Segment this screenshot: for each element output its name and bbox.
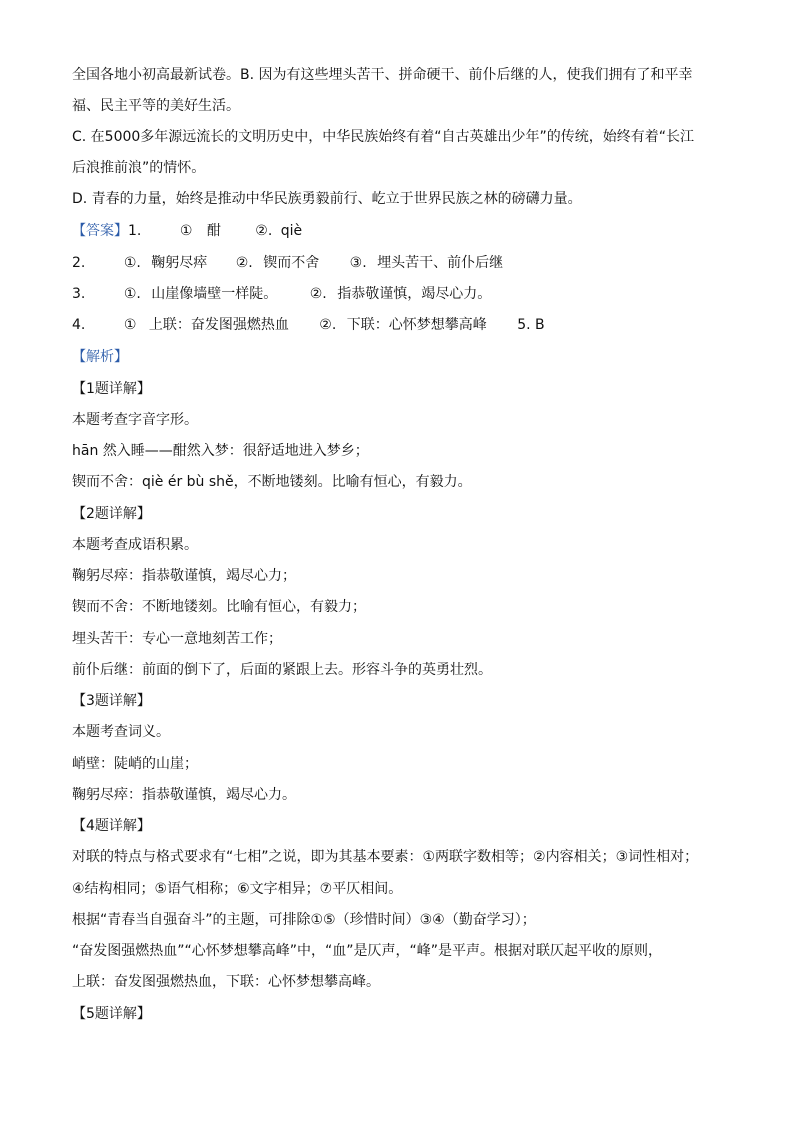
section-heading: 【1题详解】 [72,381,151,397]
text-line: 后浪推前浪”的情怀。 [72,160,206,176]
answer-text: 5. B [517,317,545,333]
section-heading: 【3题详解】 [72,693,151,709]
answer-num: 3. [72,286,86,302]
answer-marker: ① [179,223,193,239]
answer-text: 下联：心怀梦想攀高峰 [346,317,487,333]
answer-num: 4. [72,317,86,333]
text-line: 对联的特点与格式要求有“七相”之说，即为其基本要素：①两联字数相等；②内容相关；③词性相对； [72,849,699,865]
answer-num: 1. [128,223,142,239]
answer-marker: ②. [235,255,253,271]
answer-text: 山崖像墙壁一样陡。 [151,286,278,302]
text-line: 鞠躬尽瘁：指恭敬谨慎，竭尽心力。 [72,787,296,803]
answer-marker: ① [123,317,137,333]
text-line: 本题考查字音字形。 [72,412,198,428]
text-line: 埋头苦干：专心一意地刻苦工作； [72,631,282,647]
text-line: 鞠躬尽瘁：指恭敬谨慎，竭尽心力； [72,568,296,584]
answer-num: 2. [72,255,86,271]
answer-text: 锲而不舍 [263,255,320,271]
text-line: 本题考查成语积累。 [72,537,198,553]
text-line: 峭壁：陡峭的山崖； [72,756,198,772]
answer-text: 指恭敬谨慎，竭尽心力。 [337,286,492,302]
answer-text: 上联：奋发图强燃热血 [148,317,289,333]
text-line: ④结构相同；⑤语气相称；⑥文字相异；⑦平仄相间。 [72,881,403,897]
text-line: 本题考查词义。 [72,724,170,740]
text-line: 锲而不舍：不断地镂刻。比喻有恒心，有毅力； [72,599,366,615]
text-line: C. 在5000多年源远流长的文明历史中，中华民族始终有着“自古英雄出少年”的传统，始终有着“长江 [72,129,695,145]
answer-row-4 [72,316,545,334]
text-line: 前仆后继：前面的倒下了，后面的紧跟上去。形容斗争的英勇壮烈。 [72,662,492,678]
answer-marker: ②. [255,223,273,239]
analysis-tag: 【解析】 [72,349,128,365]
answer-row-2 [72,254,503,272]
section-heading: 【5题详解】 [72,1006,151,1022]
section-heading: 【4题详解】 [72,818,151,834]
text-line: 上联：奋发图强燃热血，下联：心怀梦想攀高峰。 [72,974,380,990]
text-line: 福、民主平等的美好生活。 [72,98,240,114]
answer-marker: ②. [309,286,327,302]
text-line: hān 然入睡——酣然入梦：很舒适地进入梦乡； [72,443,369,459]
answer-marker: ①. [123,255,141,271]
answer-tag: 【答案】 [72,223,128,239]
answer-text: 鞠躬尽瘁 [151,255,208,271]
answer-text: qiè [280,223,303,239]
answer-marker: ③. [349,255,367,271]
answer-text: 埋头苦干、前仆后继 [377,255,504,271]
answer-marker: ②. [319,317,337,333]
text-line: D. 青春的力量，始终是推动中华民族勇毅前行、屹立于世界民族之林的磅礴力量。 [72,191,582,207]
answer-row-3 [72,285,491,303]
answer-row-1 [72,222,302,240]
section-heading: 【2题详解】 [72,506,151,522]
text-line: 锲而不舍：qiè ér bù shě，不断地镂刻。比喻有恒心，有毅力。 [72,474,472,490]
answer-marker: ①. [123,286,141,302]
text-line: 全国各地小初高最新试卷。B. 因为有这些埋头苦干、拼命硬干、前仆后继的人，使我们拥有了和平幸 [72,67,693,83]
answer-text: 酣 [206,223,221,239]
text-line: 根据“青春当自强奋斗”的主题，可排除①⑤（珍惜时间）③④（勤奋学习）； [72,912,536,928]
text-line: “奋发图强燃热血”“心怀梦想攀高峰”中，“血”是仄声，“峰”是平声。根据对联仄起平收的原则， [72,943,663,959]
